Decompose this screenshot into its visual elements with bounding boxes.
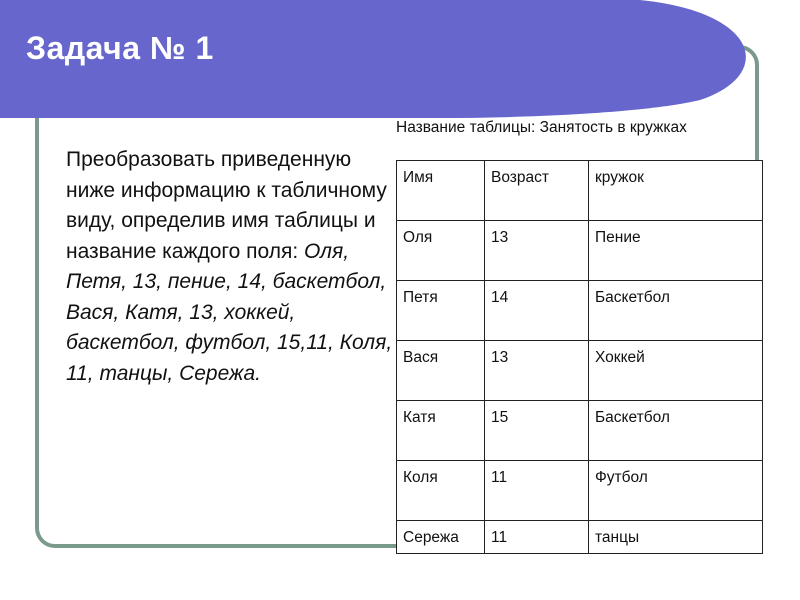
task-text: Преобразовать приведенную ниже информацию к табличному виду, определив имя таблицы и название каждого поля: xyxy=(66,148,387,263)
table-cell: Баскетбол xyxy=(589,401,763,461)
table-cell: Футбол xyxy=(589,461,763,521)
table-cell: Пение xyxy=(589,221,763,281)
table-cell: Коля xyxy=(397,461,485,521)
table-cell: 15 xyxy=(485,401,589,461)
table-cell: 13 xyxy=(485,221,589,281)
table-cell: Катя xyxy=(397,401,485,461)
table-header-row xyxy=(397,161,763,221)
header-cell: Возраст xyxy=(485,161,589,221)
table-row xyxy=(397,521,763,554)
table-cell: Петя xyxy=(397,281,485,341)
table-row xyxy=(397,401,763,461)
table-cell: Баскетбол xyxy=(589,281,763,341)
table-cell: 14 xyxy=(485,281,589,341)
slide-title: Задача № 1 xyxy=(26,30,214,66)
table-cell: Сережа xyxy=(397,521,485,554)
task-description xyxy=(66,145,396,389)
table-cell: Оля xyxy=(397,221,485,281)
table-cell: 11 xyxy=(485,521,589,554)
table-cell: танцы xyxy=(589,521,763,554)
table-cell: 13 xyxy=(485,341,589,401)
table-row xyxy=(397,221,763,281)
table-row xyxy=(397,341,763,401)
task-data-list: Оля, Петя, 13, пение, 14, баскетбол, Вася, Катя, 13, хоккей, баскетбол, футбол, 15,11, Коля, 11, танцы, Сережа. xyxy=(66,239,393,385)
table-row xyxy=(397,281,763,341)
header-cell: кружок xyxy=(589,161,763,221)
data-table xyxy=(396,160,763,554)
table-caption: Название таблицы: Занятость в кружках xyxy=(396,119,687,136)
table-cell: Вася xyxy=(397,341,485,401)
table-cell: Хоккей xyxy=(589,341,763,401)
table-cell: 11 xyxy=(485,461,589,521)
header-cell: Имя xyxy=(397,161,485,221)
table-row xyxy=(397,461,763,521)
